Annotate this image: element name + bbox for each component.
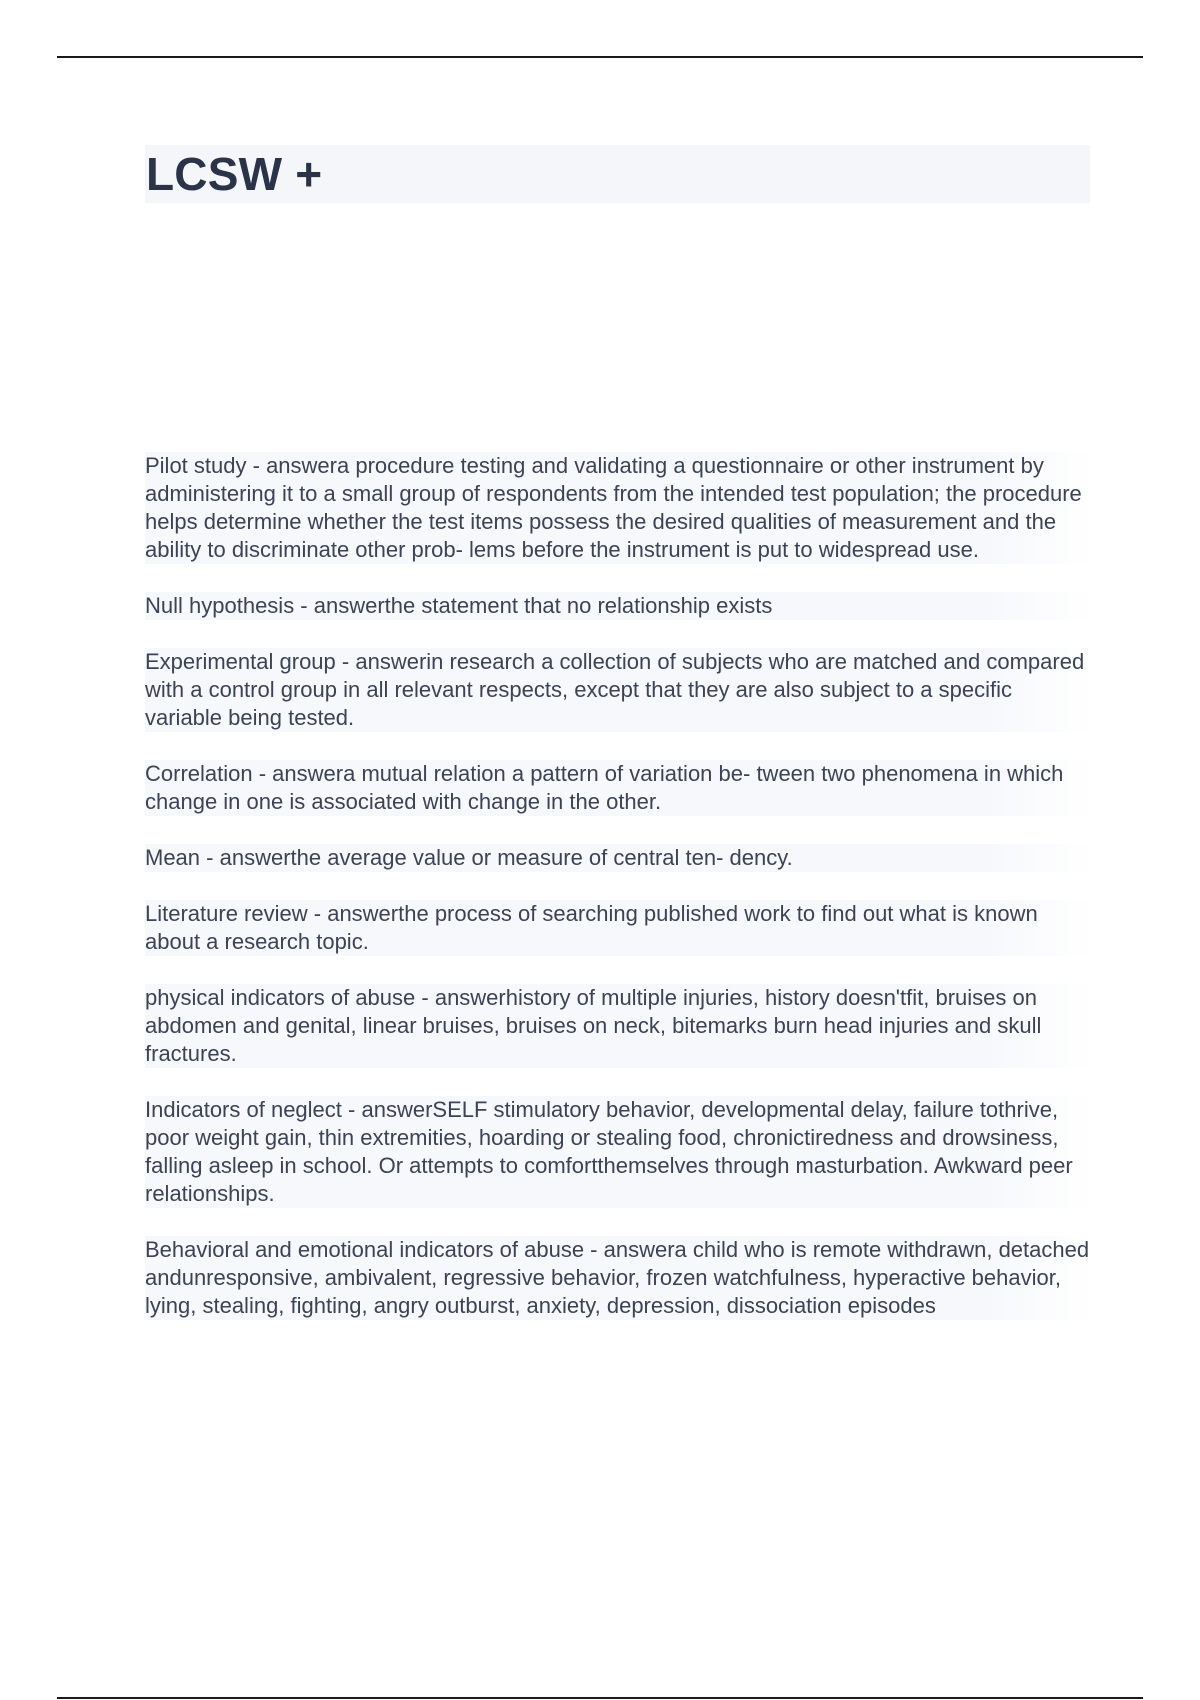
entry-pilot-study [145, 452, 1095, 564]
entry-answer: answerhistory of multiple injuries, history doesn'tfit, bruises on abdomen and genital, linear bruises, bruises on neck, bitemarks burn head injuries and skull fractures. [145, 985, 1042, 1066]
entry-separator: - [294, 593, 314, 618]
entry-separator: - [415, 985, 435, 1010]
entry-separator: - [341, 1097, 362, 1122]
entry-term: Experimental group [145, 649, 336, 674]
page-title: LCSW + [146, 148, 323, 200]
entry-term: Correlation [145, 761, 253, 786]
entry-answer: answerthe average value or measure of central ten- dency. [219, 845, 793, 870]
entry-physical-indicators [145, 984, 1095, 1068]
entry-separator: - [335, 649, 356, 674]
entry-answer: answerthe process of searching published work to find out what is known about a research topic. [145, 901, 1038, 954]
entry-answer: answera mutual relation a pattern of variation be- tween two phenomena in which change in one is associated with change in the other. [145, 761, 1064, 814]
entry-term: Pilot study [145, 453, 247, 478]
top-rule [57, 56, 1143, 58]
entry-term: physical indicators of abuse [145, 985, 416, 1010]
entry-correlation [145, 760, 1095, 816]
entry-answer: answerthe statement that no relationship exists [313, 593, 773, 618]
entry-term: Mean [145, 845, 201, 870]
entry-answer: answera child who is remote withdrawn, detached andunresponsive, ambivalent, regressive behavior, frozen watchfulness, hyperactive behavior, lying, stealing, fighting, angry outburst, anxiety, depression, dissociation episodes [145, 1237, 1090, 1318]
entry-term: Null hypothesis [145, 593, 295, 618]
entry-behavioral-emotional-indicators [145, 1236, 1095, 1320]
entry-separator: - [200, 845, 220, 870]
bottom-rule [57, 1697, 1143, 1699]
entry-answer: answera procedure testing and validating a questionnaire or other instrument by administering it to a small group of respondents from the intended test population; the procedure helps determine whether the test items possess the desired qualities of measurement and the ability to discriminate other prob- lems before the instrument is put to widespread use. [145, 453, 1082, 562]
entry-separator: - [307, 901, 328, 926]
entry-separator: - [252, 761, 273, 786]
entry-separator: - [246, 453, 267, 478]
entry-null-hypothesis [145, 592, 1095, 620]
entry-experimental-group [145, 648, 1095, 732]
entry-term: Literature review [145, 901, 308, 926]
entry-term: Indicators of neglect [145, 1097, 342, 1122]
entry-answer: answerin research a collection of subjects who are matched and compared with a control group in all relevant respects, except that they are also subject to a specific variable being tested. [145, 649, 1085, 730]
entry-answer: answerSELF stimulatory behavior, developmental delay, failure tothrive, poor weight gain, thin extremities, hoarding or stealing food, chronictiredness and drowsiness, falling asleep in school. Or attempts to comfortthemselves through masturbation. Awkward peer relationships. [145, 1097, 1073, 1206]
entry-indicators-of-neglect [145, 1096, 1095, 1208]
entry-separator: - [584, 1237, 604, 1262]
entry-literature-review [145, 900, 1095, 956]
entry-term: Behavioral and emotional indicators of abuse [145, 1237, 585, 1262]
entry-mean [145, 844, 1095, 872]
entry-list [145, 452, 1095, 1348]
